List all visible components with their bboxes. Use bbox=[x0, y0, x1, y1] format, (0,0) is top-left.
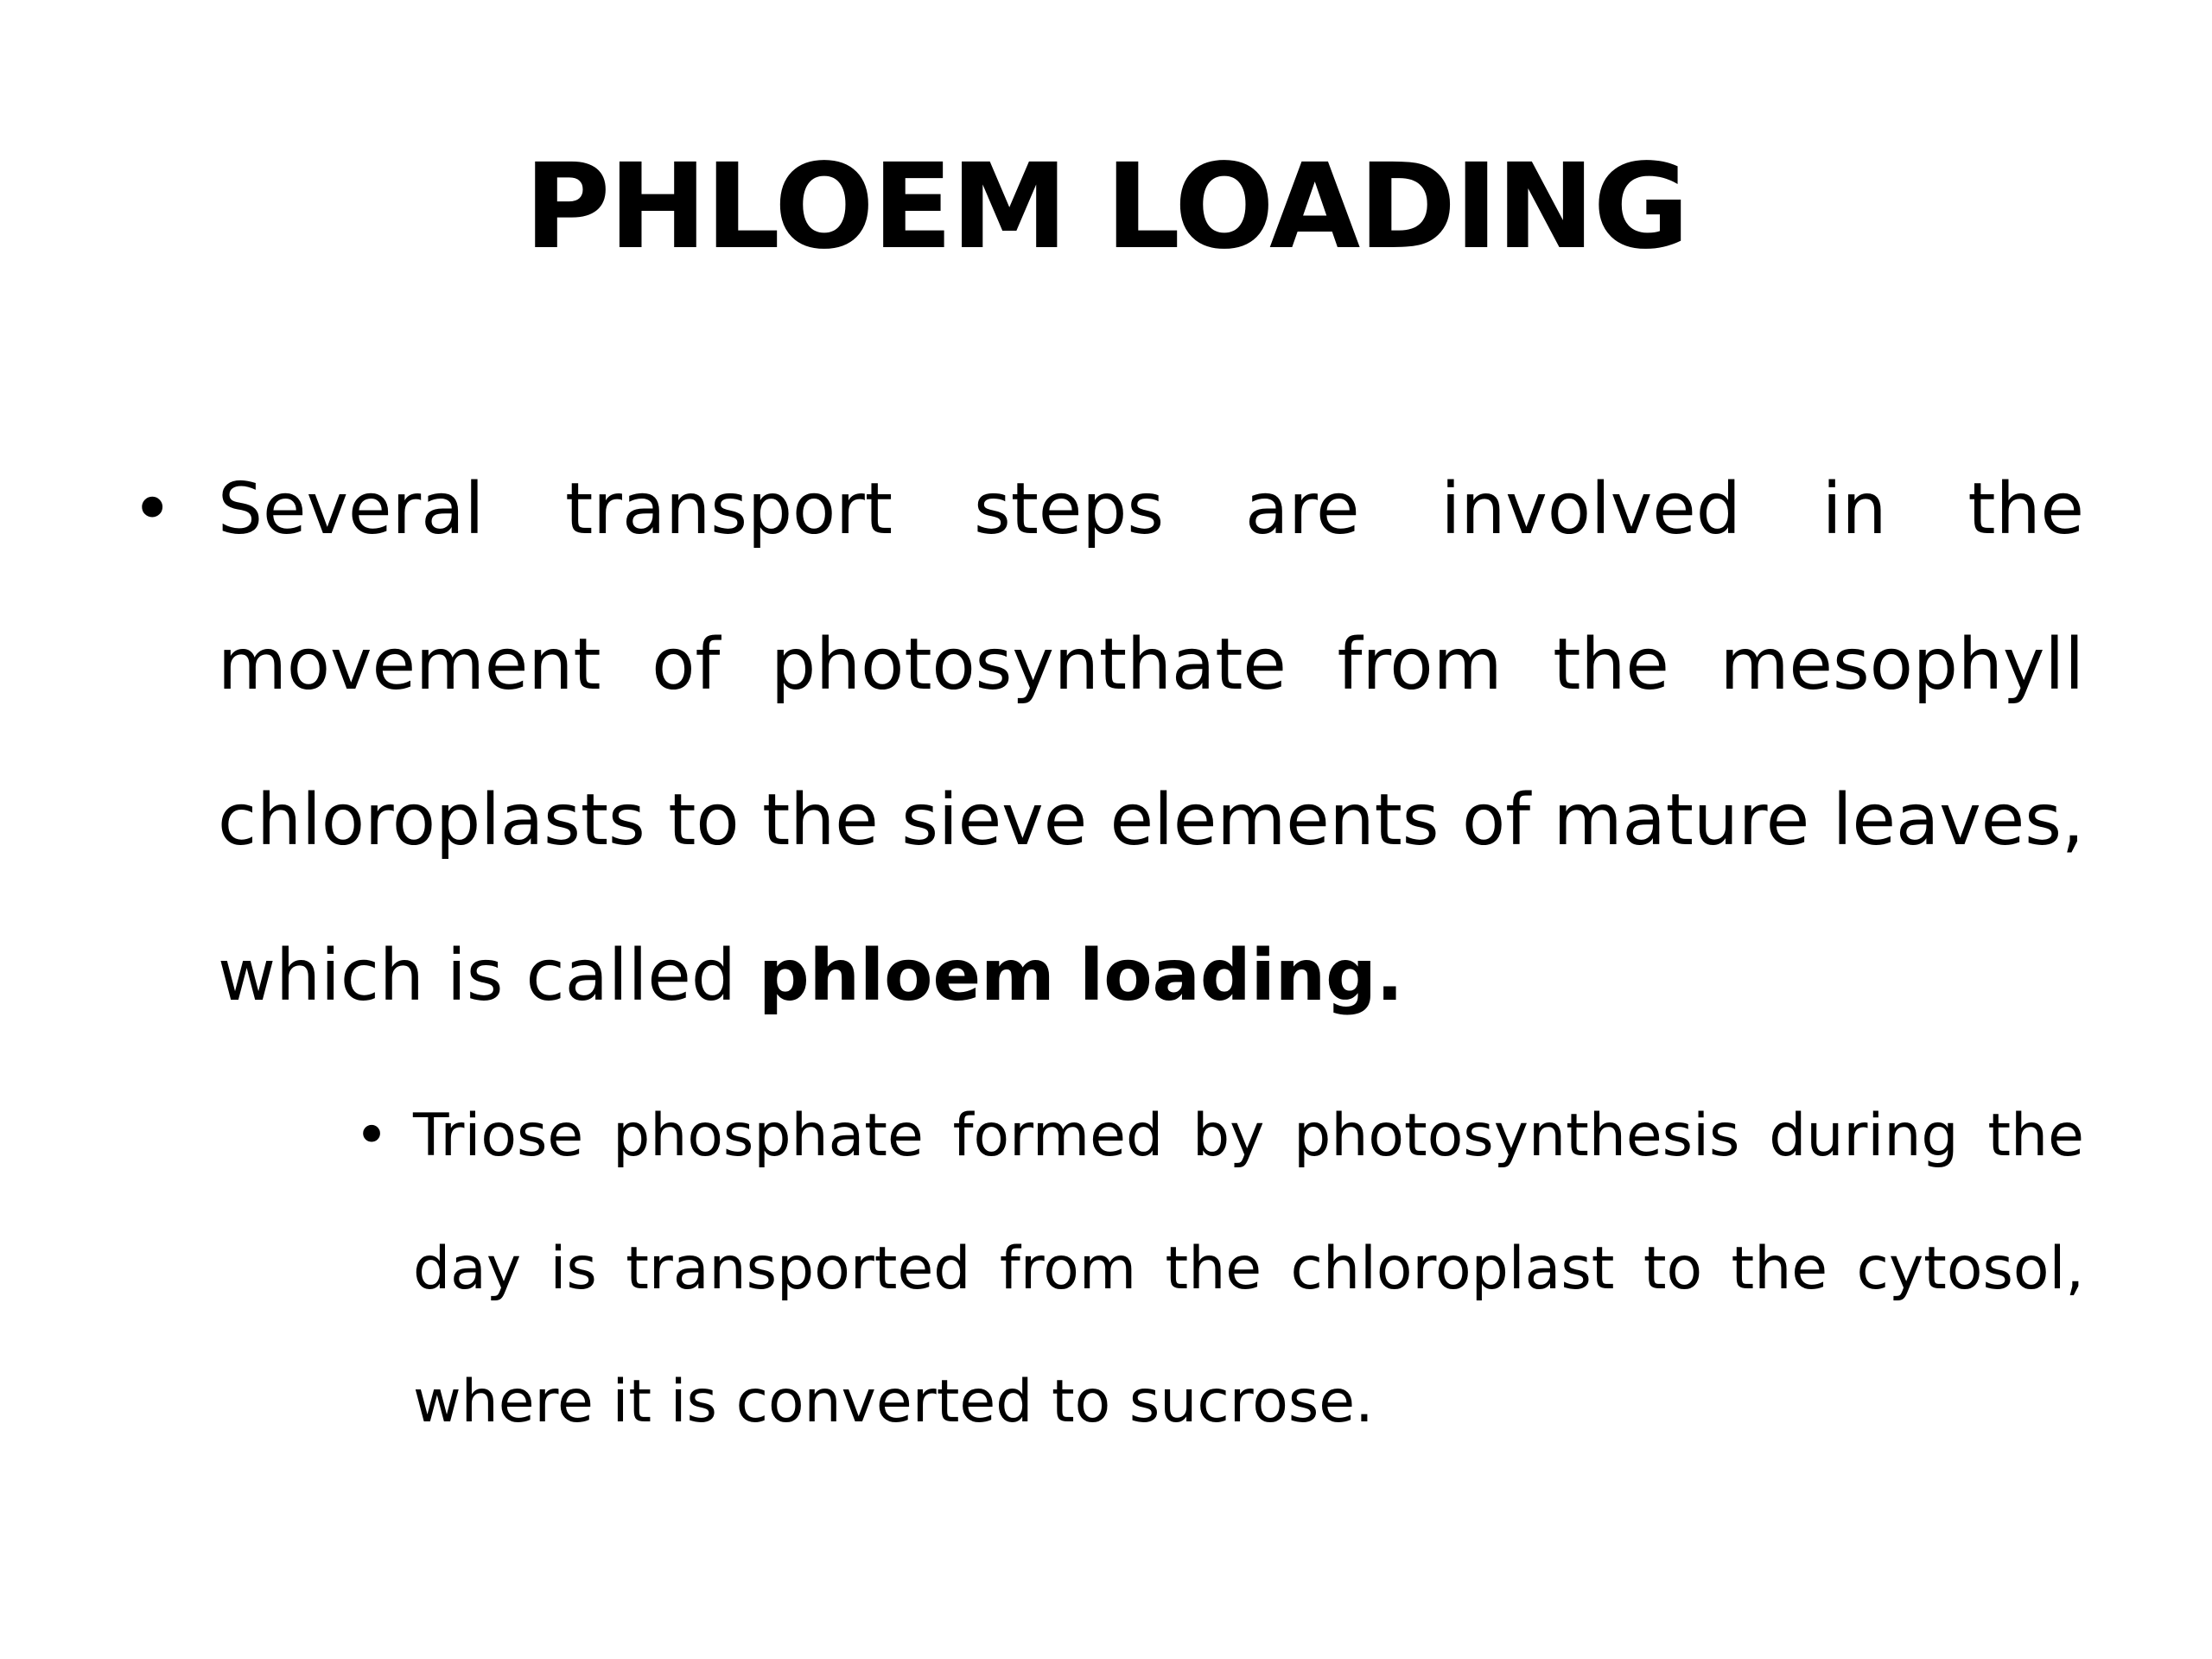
slide-title: PHLOEM LOADING bbox=[524, 139, 1688, 276]
bullet-1-text: Several transport steps are involved in the movement of photosynthate from the mesophyll chloroplasts to the sieve elements of mature leaves, which is called bbox=[218, 468, 2084, 1017]
sub-bullet-1-text: Triose phosphate formed by photosynthesis during the day is transported from the chloroplast to the cytosol, where it is converted to sucrose. bbox=[413, 1102, 2084, 1436]
sub-bullet-item-1 bbox=[413, 1070, 2084, 1469]
bullet-1-bold-term: phloem loading. bbox=[758, 935, 1403, 1017]
sub-bullet-marker: • bbox=[354, 1102, 390, 1170]
bullet-item-1 bbox=[218, 432, 2084, 1054]
bullet-marker: • bbox=[131, 468, 174, 550]
